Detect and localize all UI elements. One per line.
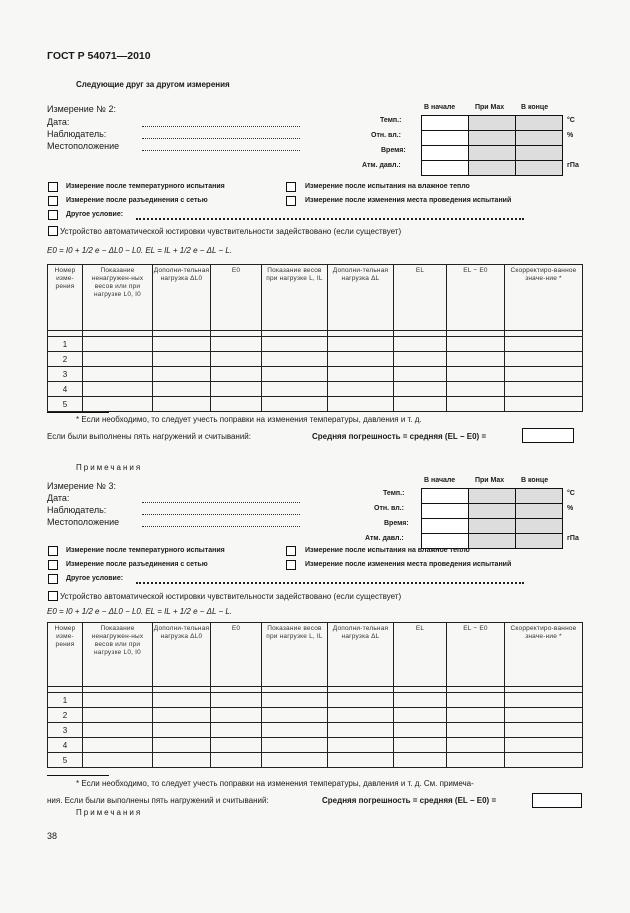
time-start-cell[interactable]: [421, 518, 469, 534]
row-number: 3: [48, 367, 83, 382]
row-number: 4: [48, 738, 83, 753]
table-row: [48, 397, 583, 412]
temp-max-cell[interactable]: [468, 115, 516, 131]
col-corrected-value: Скорректиро-ванное значе-ние *: [505, 623, 583, 687]
col-end: В конце: [521, 477, 549, 484]
checkbox-other-condition[interactable]: [48, 574, 58, 584]
temp-label: Темп.:: [380, 117, 402, 124]
observer-label: Наблюдатель:: [47, 505, 107, 515]
temp-unit: °C: [567, 117, 575, 124]
location-field[interactable]: [142, 150, 300, 151]
observer-label: Наблюдатель:: [47, 129, 107, 139]
table-row: [48, 738, 583, 753]
pressure-unit: гПа: [567, 162, 579, 169]
humidity-label: Отн. вл.:: [371, 132, 401, 139]
row-number: 5: [48, 397, 83, 412]
temp-unit: °C: [567, 490, 575, 497]
after-damp-heat-label: Измерение после испытания на влажное тепло: [305, 183, 470, 190]
col-el: EL: [394, 623, 447, 687]
col-number: Номер изме-рения: [48, 265, 83, 331]
checkbox-after-relocation[interactable]: [286, 560, 296, 570]
pressure-end-cell[interactable]: [515, 160, 563, 176]
col-el: EL: [394, 265, 447, 331]
after-relocation-label: Измерение после изменения места проведения испытаний: [305, 561, 512, 568]
after-disconnect-label: Измерение после разъединения с сетью: [66, 197, 208, 204]
location-label: Местоположение: [47, 517, 120, 527]
col-extra-load: Дополни-тельная нагрузка ΔL: [328, 623, 394, 687]
measurement-title: Измерение № 3:: [47, 481, 116, 491]
footnote-rule: [47, 775, 109, 776]
col-loaded-reading: Показание весов при нагрузке L, IL: [262, 265, 328, 331]
col-start: В начале: [424, 477, 456, 484]
col-el-minus-e0: EL − E0: [447, 623, 505, 687]
table-row: [48, 753, 583, 768]
col-start: В начале: [424, 104, 456, 111]
row-number: 5: [48, 753, 83, 768]
avg-error-field[interactable]: [522, 428, 574, 443]
col-corrected-value: Скорректиро-ванное значе-ние *: [505, 265, 583, 331]
col-unloaded-reading: Показание ненагружен-ных весов или при нагрузке L0, I0: [83, 623, 153, 687]
other-condition-label: Другое условие:: [66, 211, 124, 218]
table-row: [48, 382, 583, 397]
table-row: [48, 708, 583, 723]
table-row: [48, 723, 583, 738]
avg-error-field[interactable]: [532, 793, 582, 808]
observer-field[interactable]: [142, 138, 300, 139]
after-disconnect-label: Измерение после разъединения с сетью: [66, 561, 208, 568]
pressure-unit: гПа: [567, 535, 579, 542]
checkbox-after-relocation[interactable]: [286, 196, 296, 206]
row-number: 2: [48, 352, 83, 367]
date-label: Дата:: [47, 117, 70, 127]
checkbox-after-damp-heat[interactable]: [286, 182, 296, 192]
checkbox-after-temp-test[interactable]: [48, 182, 58, 192]
avg-error-label: Средняя погрешность = средняя (EL − E0) =: [322, 796, 497, 805]
pressure-max-cell[interactable]: [468, 533, 516, 549]
col-extra-load-0: Дополни-тельная нагрузка ΔL0: [153, 265, 211, 331]
table-row: [48, 337, 583, 352]
auto-adjust-label: Устройство автоматической юстировки чувствительности задействовано (если существует): [60, 227, 402, 236]
time-max-cell[interactable]: [468, 518, 516, 534]
footnote: * Если необходимо, то следует учесть поправки на изменения температуры, давления и т. д.: [76, 415, 422, 424]
col-number: Номер изме-рения: [48, 623, 83, 687]
date-field[interactable]: [142, 126, 300, 127]
humidity-max-cell[interactable]: [468, 130, 516, 146]
row-number: 2: [48, 708, 83, 723]
pressure-label: Атм. давл.:: [365, 535, 404, 542]
avg-error-label: Средняя погрешность = средняя (EL − E0) =: [312, 432, 487, 441]
time-label: Время:: [384, 520, 409, 527]
formula: E0 = I0 + 1/2 e − ΔL0 − L0. EL = IL + 1/2 e − ΔL − L.: [47, 246, 233, 255]
footnote: * Если необходимо, то следует учесть поправки на изменения температуры, давления и т. д. См. примеча-: [76, 779, 474, 788]
humidity-start-cell[interactable]: [421, 503, 469, 519]
measurement-title: Измерение № 2:: [47, 104, 116, 114]
page-number: 38: [47, 831, 58, 841]
row-number: 4: [48, 382, 83, 397]
table-row: [48, 352, 583, 367]
after-temp-test-label: Измерение после температурного испытания: [66, 547, 225, 554]
temp-start-cell[interactable]: [421, 488, 469, 504]
humidity-label: Отн. вл.:: [374, 505, 404, 512]
formula: E0 = I0 + 1/2 e − ΔL0 − L0. EL = IL + 1/2 e − ΔL − L.: [47, 607, 233, 616]
section-heading: Следующие друг за другом измерения: [76, 80, 230, 89]
row-number: 3: [48, 723, 83, 738]
after-relocation-label: Измерение после изменения места проведения испытаний: [305, 197, 512, 204]
col-e0: E0: [211, 265, 262, 331]
measurement-table: [47, 264, 583, 412]
observer-field[interactable]: [142, 514, 300, 515]
col-loaded-reading: Показание весов при нагрузке L, IL: [262, 623, 328, 687]
table-row: [48, 367, 583, 382]
checkbox-other-condition[interactable]: [48, 210, 58, 220]
temp-max-cell[interactable]: [468, 488, 516, 504]
checkbox-auto-adjust[interactable]: [48, 226, 58, 236]
other-condition-field[interactable]: [136, 582, 524, 584]
col-extra-load: Дополни-тельная нагрузка ΔL: [328, 265, 394, 331]
checkbox-auto-adjust[interactable]: [48, 591, 58, 601]
humidity-max-cell[interactable]: [468, 503, 516, 519]
time-max-cell[interactable]: [468, 145, 516, 161]
other-condition-label: Другое условие:: [66, 575, 124, 582]
temp-end-cell[interactable]: [515, 488, 563, 504]
time-end-cell[interactable]: [515, 518, 563, 534]
humidity-unit: %: [567, 132, 574, 139]
checkbox-after-disconnect[interactable]: [48, 560, 58, 570]
time-label: Время:: [381, 147, 406, 154]
date-field[interactable]: [142, 502, 300, 503]
humidity-start-cell[interactable]: [421, 130, 469, 146]
pressure-end-cell[interactable]: [515, 533, 563, 549]
col-max: При Max: [475, 104, 505, 111]
pressure-start-cell[interactable]: [421, 160, 469, 176]
temp-start-cell[interactable]: [421, 115, 469, 131]
checkbox-after-disconnect[interactable]: [48, 196, 58, 206]
date-label: Дата:: [47, 493, 70, 503]
location-field[interactable]: [142, 526, 300, 527]
five-loads-text: Если были выполнены пять нагружений и считываний:: [47, 432, 251, 441]
auto-adjust-label: Устройство автоматической юстировки чувствительности задействовано (если существует): [60, 592, 402, 601]
measurement-table: [47, 622, 583, 768]
after-temp-test-label: Измерение после температурного испытания: [66, 183, 225, 190]
row-number: 1: [48, 693, 83, 708]
col-extra-load-0: Дополни-тельная нагрузка ΔL0: [153, 623, 211, 687]
time-end-cell[interactable]: [515, 145, 563, 161]
footnote-rule: [47, 412, 109, 413]
location-label: Местоположение: [47, 141, 120, 151]
humidity-unit: %: [567, 505, 574, 512]
notes-label: Примечания: [76, 808, 143, 817]
time-start-cell[interactable]: [421, 145, 469, 161]
pressure-label: Атм. давл.:: [362, 162, 401, 169]
other-condition-field[interactable]: [136, 218, 524, 220]
checkbox-after-damp-heat[interactable]: [286, 546, 296, 556]
document-header: ГОСТ Р 54071—2010: [47, 50, 151, 62]
temp-end-cell[interactable]: [515, 115, 563, 131]
five-loads-text: ния. Если были выполнены пять нагружений и считываний:: [47, 796, 269, 805]
col-unloaded-reading: Показание ненагружен-ных весов или при нагрузке L0, I0: [83, 265, 153, 331]
pressure-max-cell[interactable]: [468, 160, 516, 176]
col-el-minus-e0: EL − E0: [447, 265, 505, 331]
humidity-end-cell[interactable]: [515, 503, 563, 519]
table-row: [48, 693, 583, 708]
row-number: 1: [48, 337, 83, 352]
humidity-end-cell[interactable]: [515, 130, 563, 146]
col-e0: E0: [211, 623, 262, 687]
col-end: В конце: [521, 104, 549, 111]
checkbox-after-temp-test[interactable]: [48, 546, 58, 556]
notes-label: Примечания: [76, 463, 143, 472]
temp-label: Темп.:: [383, 490, 405, 497]
after-damp-heat-label: Измерение после испытания на влажное тепло: [305, 547, 470, 554]
col-max: При Max: [475, 477, 505, 484]
